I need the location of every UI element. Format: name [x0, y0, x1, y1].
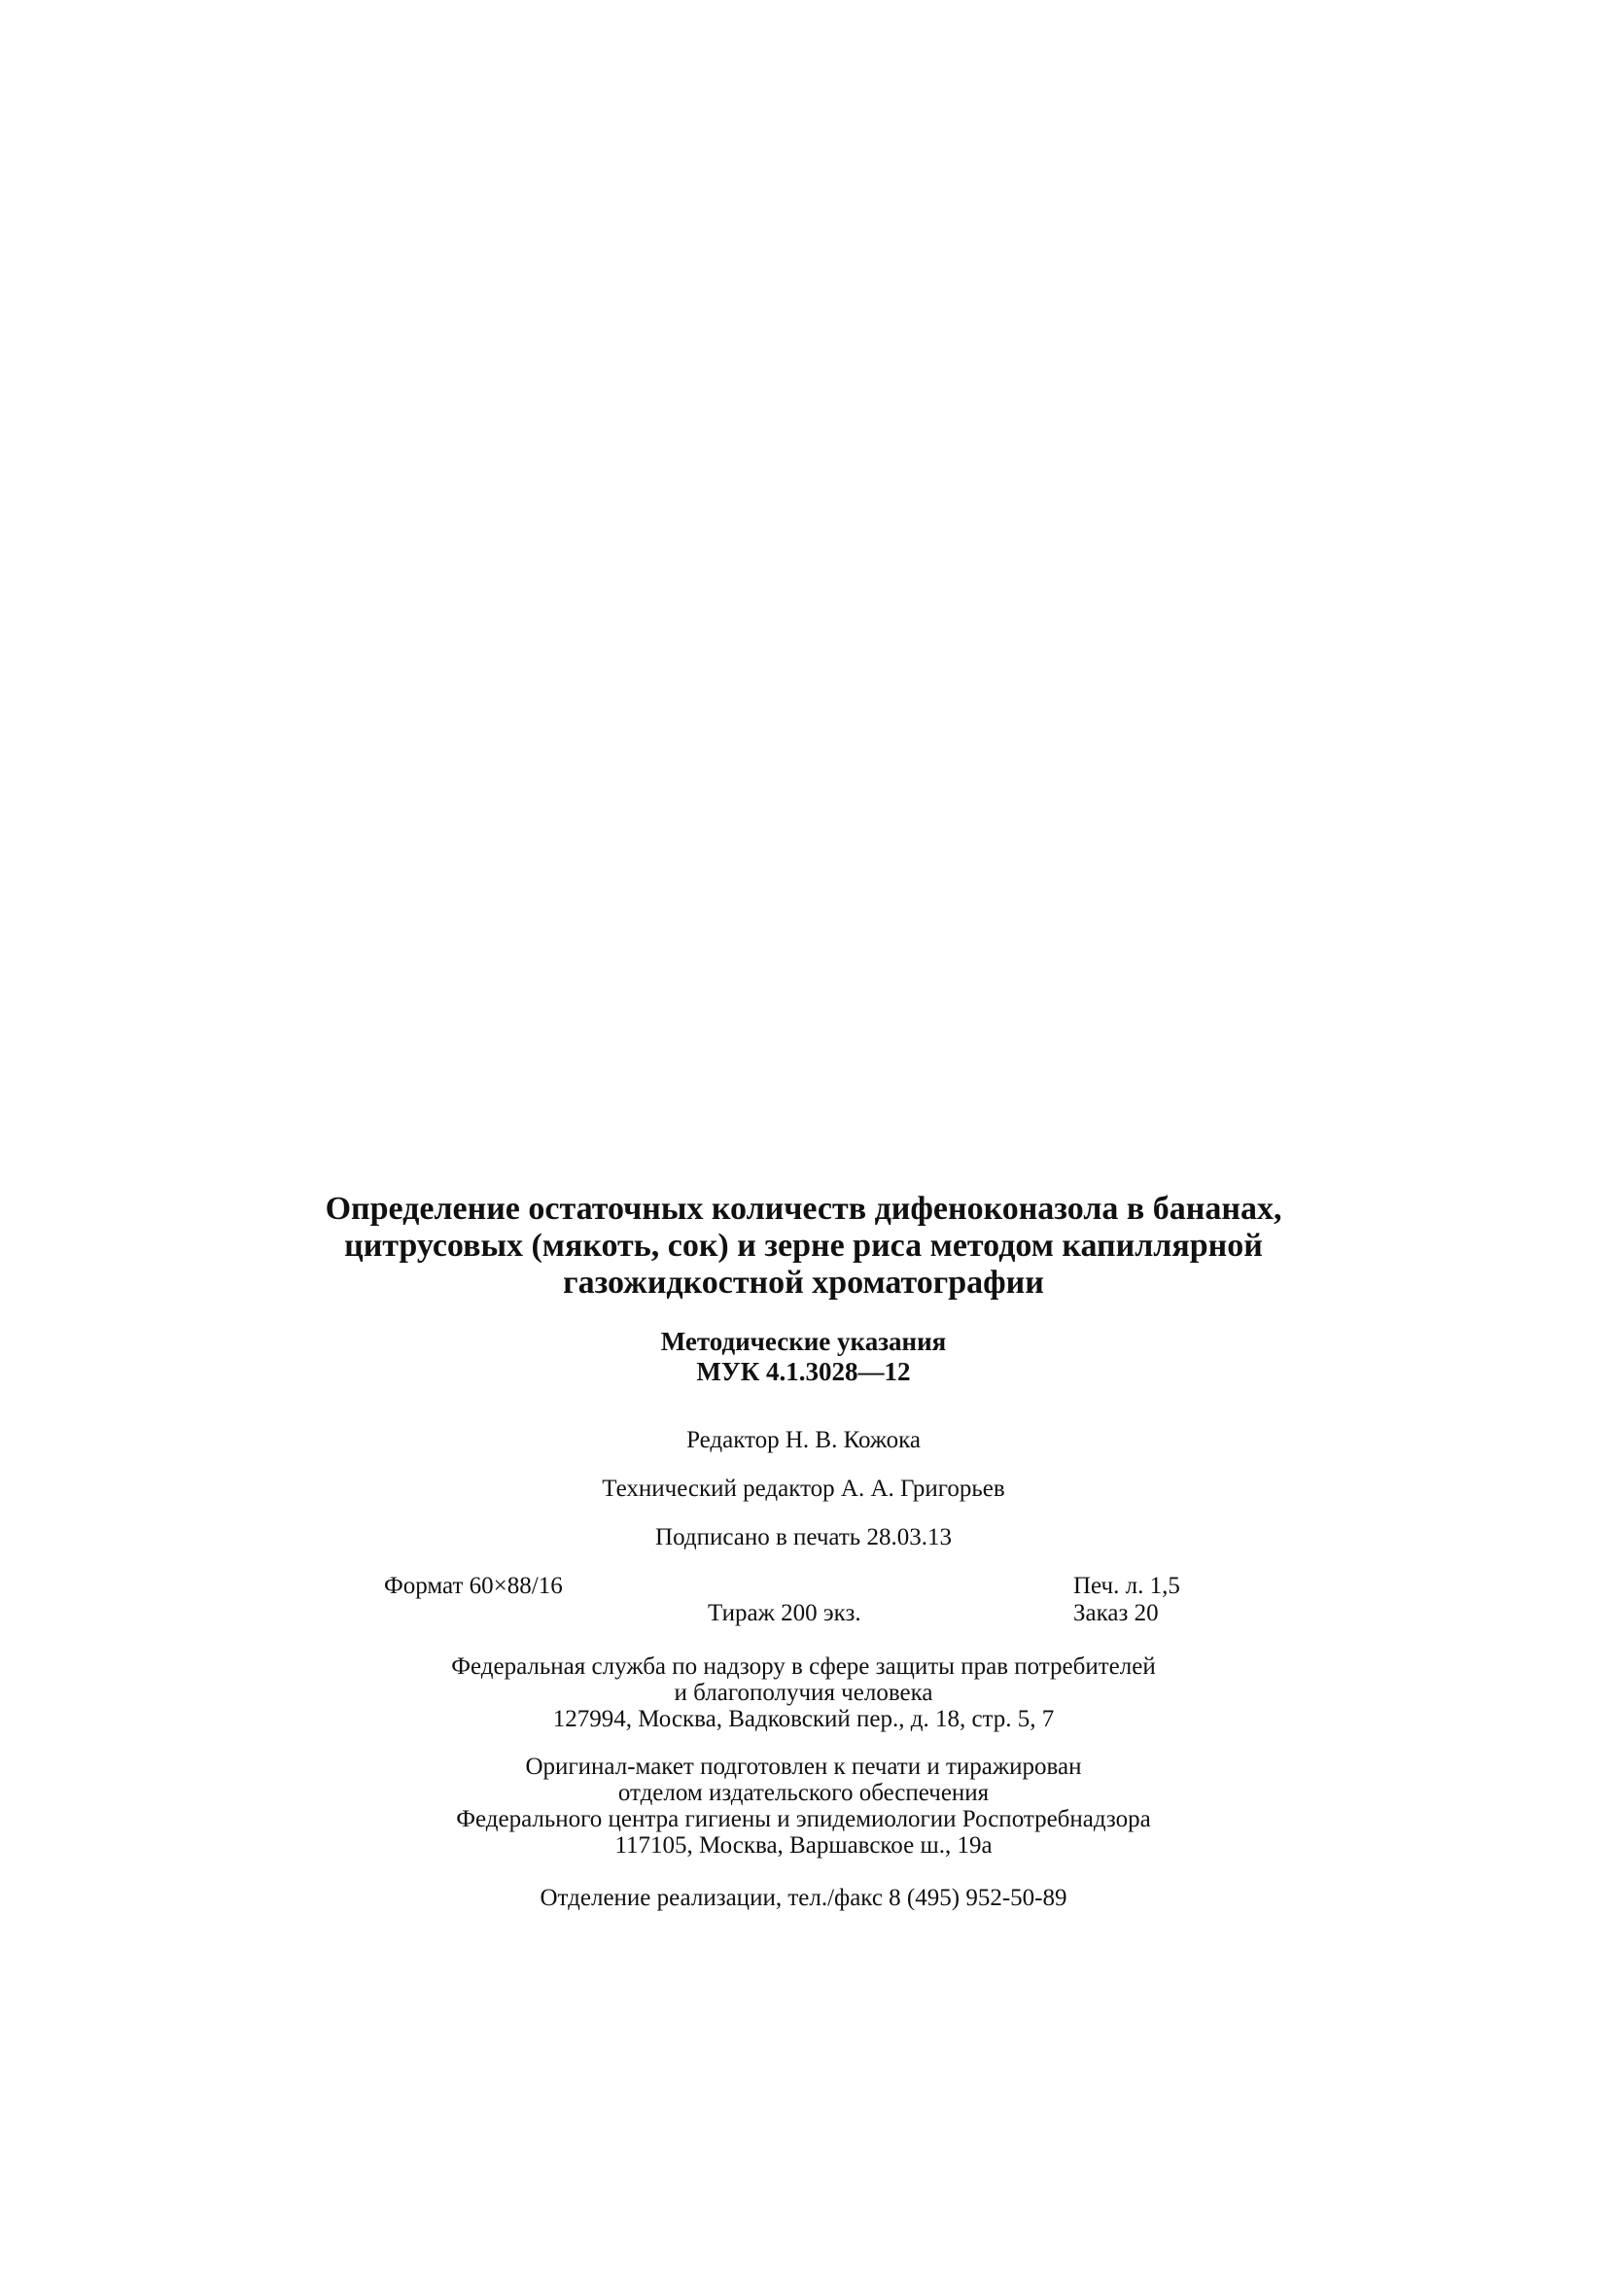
sales-contact: Отделение реализации, тел./факс 8 (495) 952-50-89 — [540, 1885, 1067, 1911]
imprint-block — [0, 1191, 1607, 1913]
printer-line-3: Федерального центра гигиены и эпидемиологии Роспотребнадзора — [456, 1806, 1151, 1832]
circulation-value: Тираж 200 экз. — [708, 1600, 861, 1626]
publisher-line-1: Федеральная служба по надзору в сфере защиты прав потребителей — [451, 1653, 1156, 1680]
editor-credit: Редактор Н. В. Кожока — [686, 1427, 921, 1453]
print-info — [0, 1572, 1607, 1632]
tech-editor-credit: Технический редактор А. А. Григорьев — [602, 1476, 1005, 1502]
document-code: МУК 4.1.3028—12 — [696, 1357, 911, 1386]
printer-info — [0, 1754, 1607, 1859]
title-line-3: газожидкостной хроматографии — [563, 1265, 1044, 1301]
publisher-address: 127994, Москва, Вадковский пер., д. 18, стр. 5, 7 — [552, 1706, 1055, 1732]
credits — [0, 1426, 1607, 1552]
title-line-1: Определение остаточных количеств дифеноконазола в бананах, — [325, 1191, 1282, 1227]
document-title — [0, 1191, 1607, 1302]
signed-date: Подписано в печать 28.03.13 — [655, 1524, 952, 1550]
publisher-info — [0, 1653, 1607, 1732]
order-value: Заказ 20 — [1073, 1600, 1159, 1626]
title-line-2: цитрусовых (мякоть, сок) и зерне риса методом капиллярной — [344, 1228, 1263, 1264]
sheets-value: Печ. л. 1,5 — [1073, 1573, 1180, 1599]
document-subtitle — [0, 1327, 1607, 1387]
publisher-line-2: и благополучия человека — [674, 1680, 933, 1706]
printer-line-1: Оригинал-макет подготовлен к печати и тиражирован — [525, 1754, 1082, 1780]
printer-line-2: отделом издательского обеспечения — [617, 1780, 990, 1806]
document-type: Методические указания — [660, 1327, 947, 1356]
format-value: Формат 60×88/16 — [384, 1573, 563, 1599]
printer-address: 117105, Москва, Варшавское ш., 19а — [614, 1832, 993, 1859]
